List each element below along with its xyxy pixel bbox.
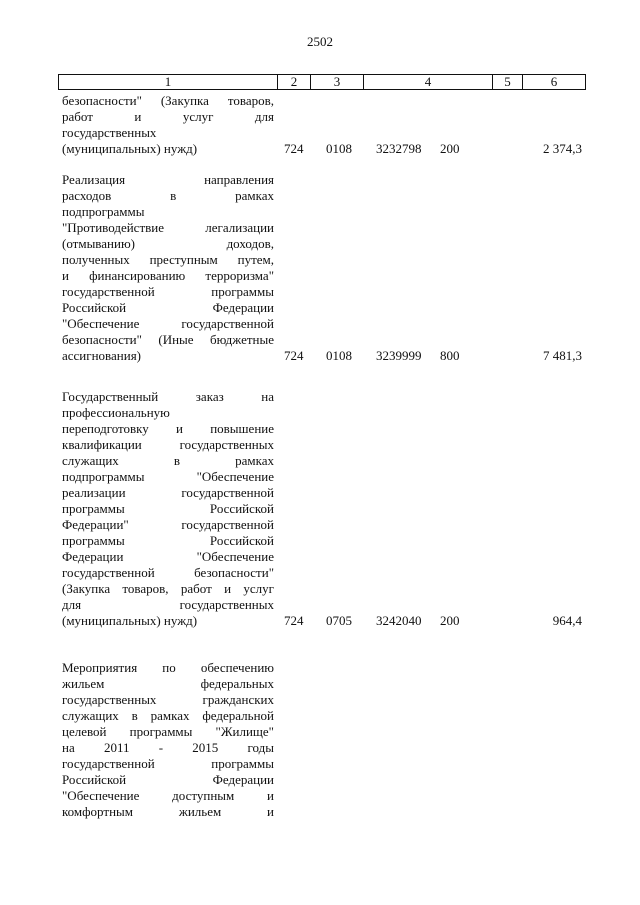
description-line: комфортным жильем и xyxy=(62,804,274,819)
description-line: государственной безопасности" xyxy=(62,565,274,580)
description-line: и финансированию терроризма" xyxy=(62,268,274,283)
description-line: квалификации государственных xyxy=(62,437,274,452)
description-line: полученных преступным путем, xyxy=(62,252,274,267)
description-line: подпрограммы xyxy=(62,204,145,219)
description-line: на 2011 - 2015 годы xyxy=(62,740,274,755)
description-line: государственных гражданских xyxy=(62,692,274,707)
description-line: служащих в рамках xyxy=(62,453,274,468)
page-number: 2502 xyxy=(307,34,333,49)
target-article-code: 3239999 xyxy=(376,348,422,363)
description-line: служащих в рамках федеральной xyxy=(62,708,274,723)
target-article-code: 3232798 xyxy=(376,141,422,156)
header-col-1: 1 xyxy=(59,75,278,89)
description-line: Федерации" государственной xyxy=(62,517,274,532)
description-line: переподготовку и повышение xyxy=(62,421,274,436)
amount: 964,4 xyxy=(552,613,582,628)
row-description xyxy=(62,389,274,629)
description-line: для государственных xyxy=(62,597,274,612)
header-col-4: 4 xyxy=(364,75,493,89)
amount: 7 481,3 xyxy=(543,348,582,363)
header-col-2: 2 xyxy=(278,75,311,89)
row-description xyxy=(62,172,274,364)
description-line: программы Российской xyxy=(62,533,274,548)
description-line: "Обеспечение государственной xyxy=(62,316,274,331)
description-line: профессиональную xyxy=(62,405,170,420)
row-description xyxy=(62,660,274,820)
header-col-3: 3 xyxy=(311,75,364,89)
description-line: Федерации "Обеспечение xyxy=(62,549,274,564)
description-line: государственной программы xyxy=(62,756,274,771)
expense-type-code: 200 xyxy=(440,613,460,628)
description-line: работ и услуг для xyxy=(62,109,274,124)
ministry-code: 724 xyxy=(284,613,304,628)
section-code: 0108 xyxy=(326,141,352,156)
description-line: государственной программы xyxy=(62,284,274,299)
description-line: подпрограммы "Обеспечение xyxy=(62,469,274,484)
description-line: (муниципальных) нужд) xyxy=(62,141,198,156)
expense-type-code: 800 xyxy=(440,348,460,363)
description-line: государственных xyxy=(62,125,157,140)
ministry-code: 724 xyxy=(284,141,304,156)
description-line: Государственный заказ на xyxy=(62,389,274,404)
description-line: "Обеспечение доступным и xyxy=(62,788,274,803)
header-col-5: 5 xyxy=(493,75,523,89)
table-header xyxy=(58,74,586,90)
description-line: безопасности" (Закупка товаров, xyxy=(62,93,274,108)
description-line: Мероприятия по обеспечению xyxy=(62,660,274,675)
description-line: Реализация направления xyxy=(62,172,274,187)
section-code: 0705 xyxy=(326,613,352,628)
description-line: целевой программы "Жилище" xyxy=(62,724,274,739)
description-line: (Закупка товаров, работ и услуг xyxy=(62,581,274,596)
description-line: Российской Федерации xyxy=(62,300,274,315)
description-line: безопасности" (Иные бюджетные xyxy=(62,332,274,347)
description-line: жильем федеральных xyxy=(62,676,274,691)
target-article-code: 3242040 xyxy=(376,613,422,628)
section-code: 0108 xyxy=(326,348,352,363)
row-description xyxy=(62,93,274,157)
header-col-6: 6 xyxy=(550,74,558,89)
description-line: Российской Федерации xyxy=(62,772,274,787)
description-line: реализации государственной xyxy=(62,485,274,500)
description-line: "Противодействие легализации xyxy=(62,220,274,235)
description-line: (муниципальных) нужд) xyxy=(62,613,198,628)
description-line: расходов в рамках xyxy=(62,188,274,203)
description-line: программы Российской xyxy=(62,501,274,516)
description-line: (отмыванию) доходов, xyxy=(62,236,274,251)
description-line: ассигнования) xyxy=(62,348,142,363)
ministry-code: 724 xyxy=(284,348,304,363)
expense-type-code: 200 xyxy=(440,141,460,156)
amount: 2 374,3 xyxy=(543,141,582,156)
